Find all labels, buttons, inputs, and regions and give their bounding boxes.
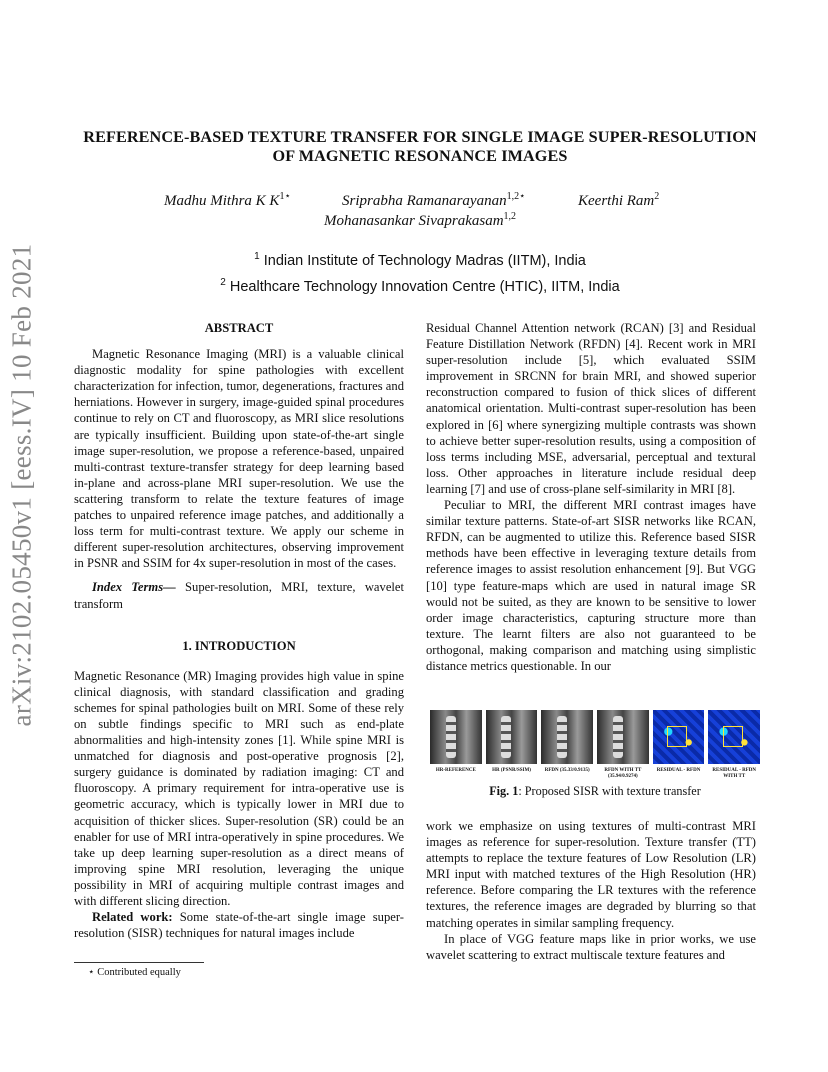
residual-rfdn-tt-image bbox=[708, 710, 760, 764]
arxiv-identifier: arXiv:2102.05450v1 [eess.IV] 10 Feb 2021 bbox=[6, 243, 37, 727]
right-paragraph-2: Peculiar to MRI, the different MRI contrast images have similar texture patterns. State-of-art SISR networks like RCAN, RFDN, can be augmented to utilize this. Reference based SISR methods have been effective in leveraging texture details from reference images to assist resolution enhancement [9]. But VGG [10] type feature-maps which are used in natural image SR would not be suited, as they are known to be sensitive to lower order image characteristics, capturing structure more than texture. The learnt filters are also not guaranteed to be orthogonal, making comparison and matching using simplistic distance metrics questionable. In our bbox=[426, 498, 756, 673]
figure-label: RESIDUAL - RFDN WITH TT bbox=[712, 768, 756, 779]
left-column bbox=[74, 320, 404, 941]
hr-image bbox=[486, 710, 538, 764]
intro-heading: 1. INTRODUCTION bbox=[182, 638, 296, 653]
intro-paragraph-1: Magnetic Resonance (MR) Imaging provides high value in spine clinical diagnosis, with standard classification and grading schemes for spinal pathologies built on MRI. Some of these rely on subtle findings specific to MRI such as end-plate abnormalities and high-intensity zones [1]. While spine MRI is unmatched for diagnosis and post-operative prognosis [2], surgery guidance is dominated by radiation imaging: CT and fluoroscopy. A primary requirement for intra-operative use is geometric accuracy, which is typically lower in MRI due to acquisition of thicker slices. Super-resolution (SR) could be an enabler for use of MRI intra-operatively in spine procedures. We take up deep learning super-resolution as a direct means of improving spine MRI resolution, leveraging the unique possibility in MRI of acquiring multiple contrast images and with different slicing direction. bbox=[74, 668, 404, 908]
index-terms: Index Terms— Super-resolution, MRI, texture, wavelet transform bbox=[74, 580, 404, 611]
figure-label: HR-REFERENCE bbox=[435, 768, 476, 773]
rfdn-tt-image bbox=[597, 710, 649, 764]
footnote: ⋆ Contributed equally bbox=[88, 967, 181, 978]
right-column-top bbox=[426, 320, 756, 674]
abstract-heading: ABSTRACT bbox=[204, 321, 274, 335]
abstract-text: Magnetic Resonance Imaging (MRI) is a valuable clinical diagnostic modality for spine pathologies with excellent characterization for infection, tumor, degenerations, fractures and herniations. However in surgery, image-guided spinal procedures continue to rely on CT and fluoroscopy, as MRI slice resolutions are typically insufficient. Building upon state-of-the-art single image super-resolution, we propose a reference-based, unpaired multi-contrast texture-transfer strategy for deep learning based in-plane and across-plane MRI super-resolution. We use the scattering transform to relate the texture features of image patches to unpaired reference image patches, and additionally a loss term for multi-contrast texture. We apply our scheme in different super-resolution architectures, observing improvement in PSNR and SSIM for 4x super-resolution in most of the cases. bbox=[74, 347, 404, 571]
affiliations bbox=[70, 246, 770, 298]
figure-label: RFDN WITH TT (35.94/0.9274) bbox=[604, 768, 642, 779]
title-line-2: OF MAGNETIC RESONANCE IMAGES bbox=[272, 147, 568, 165]
figure-1-labels bbox=[430, 768, 760, 780]
author-4: Mohanasankar Sivaprakasam$^{1,2}$ bbox=[323, 211, 517, 229]
right-paragraph-4: In place of VGG feature maps like in prior works, we use wavelet scattering to extract multiscale texture features and bbox=[426, 931, 756, 962]
residual-rfdn-image bbox=[653, 710, 705, 764]
related-work-label: Related work: bbox=[92, 910, 173, 925]
right-column-bottom bbox=[426, 818, 756, 963]
figure-label: RFDN (35.33/0.9135) bbox=[544, 768, 590, 773]
affiliation-1: $^1$ Indian Institute of Technology Madras (IITM), India bbox=[254, 251, 586, 269]
author-3: Keerthi Ram$^2$ bbox=[578, 191, 660, 209]
footnote-rule bbox=[74, 962, 204, 963]
right-paragraph-1: Residual Channel Attention network (RCAN) [3] and Residual Feature Distillation Network (RFDN) [4]. Recent work in MRI super-resolution include [5], which evaluated SSIM improvement in SRCNN for brain MRI, and showed superior reconstruction compared to fusion of thick slices of different anatomical orientation. Multi-contrast super-resolution has been explored in [6] where synergizing multiple contrasts was shown to achieve better super-resolution results, using a composition of loss terms including MSE, adversarial, perceptual and textural loss. Other approaches in literature include residual deep learning [7] and use of cross-plane self-similarity in MRI [8]. bbox=[426, 321, 756, 496]
rfdn-image bbox=[541, 710, 593, 764]
figure-label: HR (PSNR/SSIM) bbox=[492, 768, 531, 773]
author-1: Madhu Mithra K $K^{1⋆}$ bbox=[164, 191, 291, 209]
figure-1-images bbox=[430, 710, 760, 772]
hr-reference-image bbox=[430, 710, 482, 764]
title-line-1: REFERENCE-BASED TEXTURE TRANSFER FOR SINGLE IMAGE SUPER-RESOLUTION bbox=[83, 128, 757, 146]
related-work-paragraph: Related work: Some state-of-the-art single image super-resolution (SISR) techniques for natural images include bbox=[74, 910, 404, 941]
index-terms-label: Index Terms— bbox=[92, 580, 176, 595]
right-paragraph-3: work we emphasize on using textures of multi-contrast MRI images as reference for super-resolution. Texture transfer (TT) attempts to replace the texture features of Low Resolution (LR) MRI input with matched textures of the High Resolution (HR) reference. Before comparing the LR textures with the reference textures, the reference images are degraded by blurring so that matching operates in similar sampling frequency. bbox=[426, 819, 756, 930]
affiliation-2: $^2$ Healthcare Technology Innovation Centre (HTIC), IITM, India bbox=[220, 276, 620, 295]
paper-title bbox=[70, 128, 770, 166]
figure-label: RESIDUAL - RFDN bbox=[656, 768, 701, 773]
author-2: Sriprabha Ramanarayanan$^{1,2⋆}$ bbox=[342, 191, 526, 209]
figure-1-caption: Fig. 1: Proposed SISR with texture transfer bbox=[489, 784, 701, 798]
